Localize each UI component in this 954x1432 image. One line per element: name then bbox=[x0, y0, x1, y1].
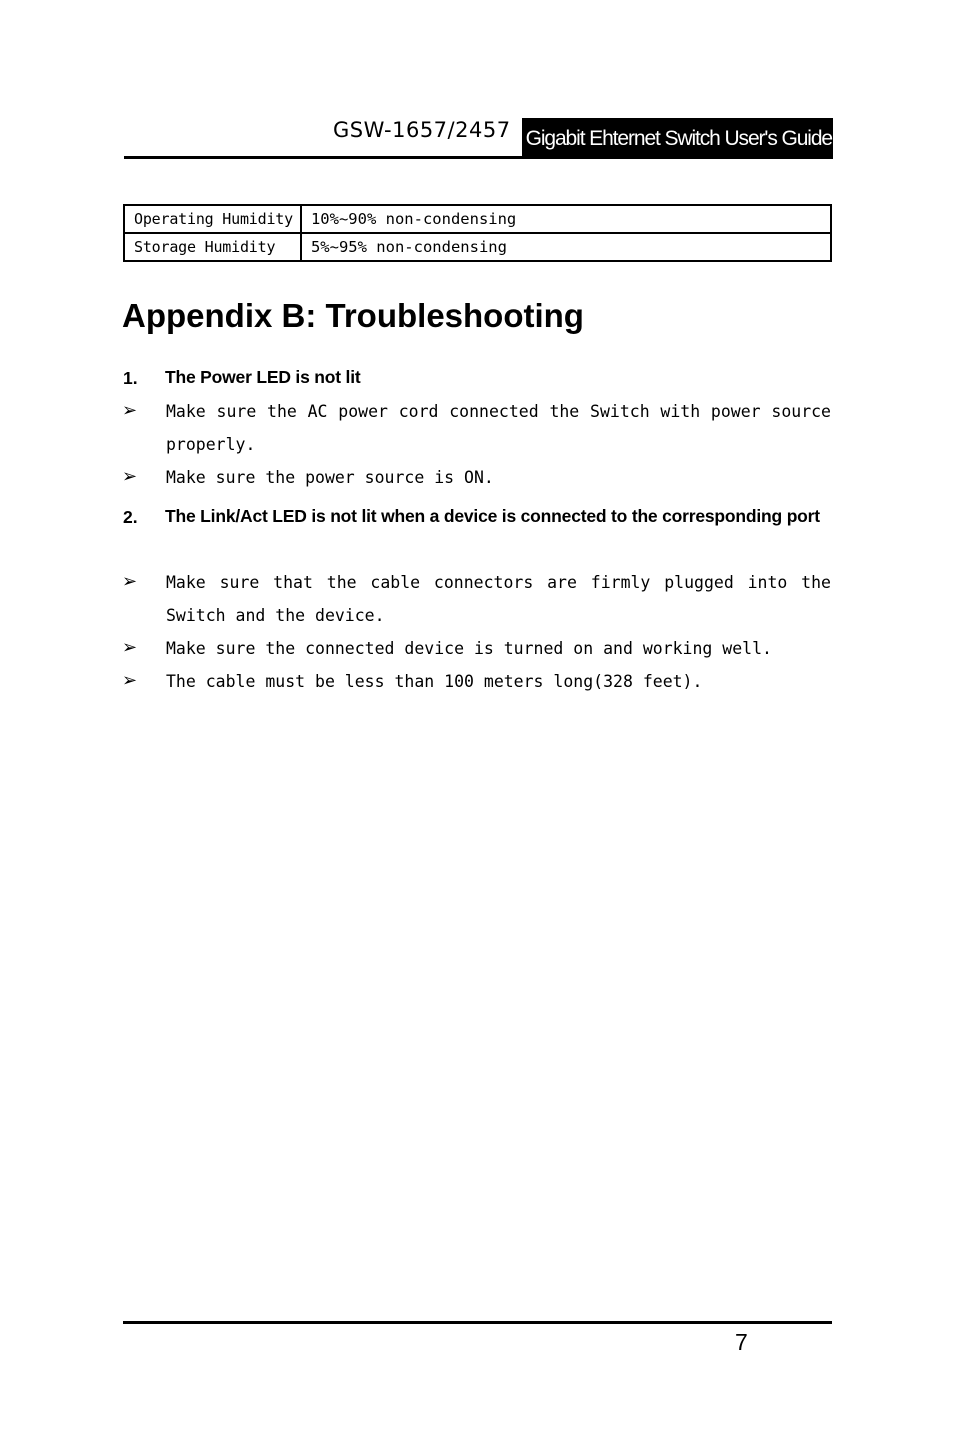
page-number: 7 bbox=[735, 1329, 748, 1355]
spec-table bbox=[123, 204, 832, 262]
table-row bbox=[124, 205, 831, 233]
bullet-arrow-icon: ➢ bbox=[122, 571, 138, 592]
list-item: Make sure the connected device is turned on and working well. bbox=[166, 639, 772, 658]
bullet-arrow-icon: ➢ bbox=[122, 400, 138, 421]
list-item: The cable must be less than 100 meters long(328 feet). bbox=[166, 672, 703, 691]
header-guide-title bbox=[522, 118, 833, 159]
spec-label: Operating Humidity bbox=[124, 205, 301, 233]
list-item: Make sure that the cable connectors are firmly plugged into the Switch and the device. bbox=[166, 573, 831, 625]
footer-divider bbox=[123, 1321, 832, 1324]
section-heading: The Power LED is not lit bbox=[165, 367, 361, 387]
spec-value: 5%~95% non-condensing bbox=[301, 233, 831, 261]
section-number: 1. bbox=[123, 368, 138, 388]
bullet-arrow-icon: ➢ bbox=[122, 670, 138, 691]
spec-label: Storage Humidity bbox=[124, 233, 301, 261]
table-row bbox=[124, 233, 831, 261]
bullet-arrow-icon: ➢ bbox=[122, 637, 138, 658]
list-item: Make sure the AC power cord connected the Switch with power source properly. bbox=[166, 402, 831, 454]
page-title: Appendix B: Troubleshooting bbox=[122, 297, 584, 334]
header-model-number: GSW-1657/2457 bbox=[333, 118, 511, 142]
section-heading: The Link/Act LED is not lit when a device is connected to the corresponding port bbox=[165, 506, 820, 526]
header-guide-title-text: Gigabit Ehternet Switch User's Guide bbox=[525, 126, 832, 150]
bullet-arrow-icon: ➢ bbox=[122, 466, 138, 487]
spec-value: 10%~90% non-condensing bbox=[301, 205, 831, 233]
section-number: 2. bbox=[123, 507, 138, 527]
header-divider bbox=[124, 156, 833, 159]
list-item: Make sure the power source is ON. bbox=[166, 468, 494, 487]
